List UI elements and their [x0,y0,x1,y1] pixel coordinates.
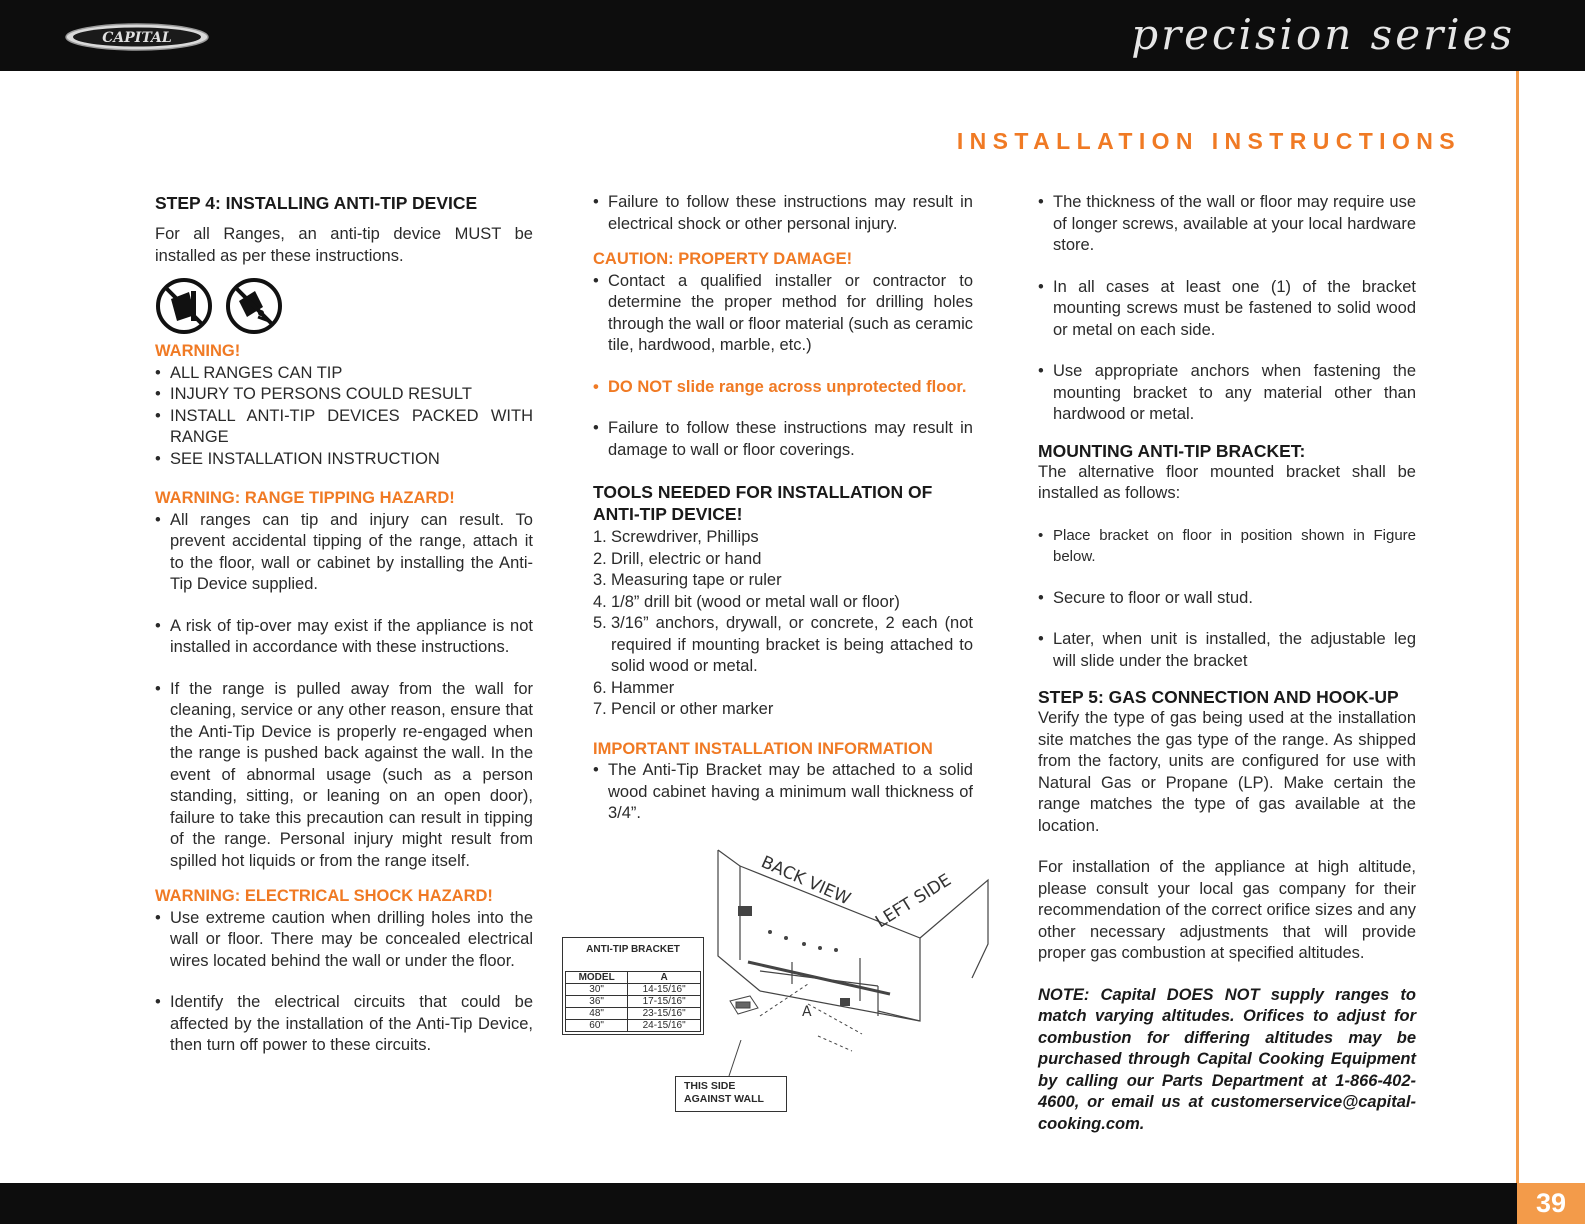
table-row: 36" 17-15/16" [566,996,701,1008]
list-item: 3. Measuring tape or ruler [593,571,782,589]
back-view-label: BACK VIEW [757,852,854,910]
page-number: 39 [1517,1183,1585,1224]
list-item: • The Anti-Tip Bracket may be attached to a solid wood cabinet having a minimum wall thickness of 3/4”. [593,760,973,825]
list-item: • In all cases at least one (1) of the bracket mounting screws must be fastened to solid wood or metal on each side. [1038,277,1416,342]
caution-title: CAUTION: PROPERTY DAMAGE! [593,250,853,268]
list-item: • INJURY TO PERSONS COULD RESULT [155,384,533,406]
altitude-note: NOTE: Capital DOES NOT supply ranges to match varying altitudes. Orifices to adjust for combustion for differing altitudes may be purchased through Capital Cooking Equipment by calling our Parts Department at 1-866-402-4600, or email us at customerservice@capital-cooking.com. [1038,985,1416,1133]
step5-paragraph-2: For installation of the appliance at high altitude, please consult your local gas company for their recommendation of the correct orifice sizes and any other necessary adjustments that will provide proper gas combustion at specified altitudes. [1038,858,1416,962]
list-item: • Failure to follow these instructions may result in damage to wall or floor coverings. [593,418,973,461]
step5-heading: STEP 5: GAS CONNECTION AND HOOK-UP [1038,687,1399,707]
list-item: 4. 1/8” drill bit (wood or metal wall or floor) [593,592,900,611]
list-item: • Later, when unit is installed, the adjustable leg will slide under the bracket [1038,629,1416,672]
list-item: • Secure to floor or wall stud. [1038,588,1416,610]
header-bar [0,0,1585,71]
list-item: 1. Screwdriver, Phillips [593,528,759,546]
list-item: • SEE INSTALLATION INSTRUCTION [155,449,533,471]
column-header: A [628,972,701,984]
table-header-row [566,972,701,984]
mounting-intro: The alternative floor mounted bracket shall be installed as follows: [1038,462,1416,502]
list-item: 6. Hammer [593,678,675,697]
column-2 [593,192,973,845]
list-item: • Contact a qualified installer or contractor to determine the proper method for drilling holes through the wall or floor material (such as ceramic tile, hardwood, marble, etc.) [593,271,973,357]
step4-intro: For all Ranges, an anti-tip device MUST be installed as per these instructions. [155,225,533,265]
this-side-against-wall-label: THIS SIDE AGAINST WALL [675,1076,787,1112]
electrical-hazard-title: WARNING: ELECTRICAL SHOCK HAZARD! [155,887,493,905]
tipping-hazard-list [155,510,533,873]
list-item: • ALL RANGES CAN TIP [155,363,533,385]
column-header: MODEL [566,972,628,984]
list-item: • Failure to follow these instructions may result in electrical shock or other personal injury. [593,192,973,235]
bracket-dimensions-table [565,971,701,1032]
screw-notes-list [1038,192,1416,426]
important-info-list [593,760,973,825]
list-item: • Place bracket on floor in position shown in Figure below. [1038,525,1416,568]
list-item: • Use extreme caution when drilling holes into the wall or floor. There may be concealed electrical wires located behind the wall or under the floor. [155,908,533,973]
no-tip-range-icon [155,277,213,335]
electrical-hazard-list [155,908,533,1057]
table-row: 30" 14-15/16" [566,984,701,996]
list-item: 5. 3/16” anchors, drywall, or concrete, 2 each (not required if mounting bracket is being attached to solid wood or metal. [593,614,973,675]
tools-heading: TOOLS NEEDED FOR INSTALLATION OF ANTI-TIP DEVICE! [593,482,933,524]
orange-margin-rule [1516,71,1519,1183]
important-info-title: IMPORTANT INSTALLATION INFORMATION [593,739,933,758]
warning-list [155,363,533,471]
anti-tip-bracket-table [562,937,704,1035]
tools-list [593,527,973,721]
no-tip-person-icon [225,277,283,335]
column-1 [155,192,533,1077]
section-title: INSTALLATION INSTRUCTIONS [956,128,1461,154]
list-item: • If the range is pulled away from the wall for cleaning, service or any other reason, ensure that the Anti-Tip Device is properly re-engaged when the range is pushed back against the wall. In the event of abnormal usage (such as a person standing, sitting, or leaning on an open door), failure to take this precaution can result in tipping of the range. Personal injury might result from spilled hot liquids or from the range itself. [155,679,533,873]
table-row: 48" 23-15/16" [566,1008,701,1020]
table-title: ANTI-TIP BRACKET [586,944,680,955]
list-item: • The thickness of the wall or floor may require use of longer screws, available at your local hardware store. [1038,192,1416,257]
column-3 [1038,192,1416,1135]
dimension-a-label: A [802,1004,812,1020]
anti-tip-bracket-diagram [700,846,1010,1066]
logo-text: CAPITAL [102,30,172,46]
list-item: • Identify the electrical circuits that could be affected by the installation of the Anti-Tip Device, then turn off power to these circuits. [155,992,533,1057]
failure-list-1 [593,192,973,235]
step5-paragraph-1: Verify the type of gas being used at the installation site matches the gas type of the range. As shipped from the factory, units are configured for use with Natural Gas or Propane (LP). Make certain the range matches the type of gas available at the location. [1038,709,1416,835]
mounting-heading: MOUNTING ANTI-TIP BRACKET: [1038,440,1306,461]
warning-title: WARNING! [155,342,241,360]
footer-bar [0,1183,1585,1224]
callout-line [725,1040,745,1076]
list-item: • INSTALL ANTI-TIP DEVICES PACKED WITH RANGE [155,406,533,449]
left-side-label: LEFT SIDE [872,870,955,933]
list-item: • Use appropriate anchors when fastening the mounting bracket to any material other than hardwood or metal. [1038,361,1416,426]
list-item: • A risk of tip-over may exist if the appliance is not installed in accordance with these instructions. [155,616,533,659]
tipping-hazard-title: WARNING: RANGE TIPPING HAZARD! [155,489,455,507]
mounting-list [1038,525,1416,673]
step4-heading: STEP 4: INSTALLING ANTI-TIP DEVICE [155,193,478,213]
capital-logo [64,22,210,52]
table-row: 60" 24-15/16" [566,1020,701,1032]
list-item: 7. Pencil or other marker [593,700,774,718]
caution-list [593,271,973,462]
list-item: 2. Drill, electric or hand [593,549,762,568]
do-not-slide-warning: • DO NOT slide range across unprotected floor. [593,377,973,399]
warning-icons [155,277,533,335]
list-item: • All ranges can tip and injury can result. To prevent accidental tipping of the range, attach it to the floor, wall or cabinet by installing the Anti-Tip Device supplied. [155,510,533,596]
series-title: precision series [1131,10,1515,59]
